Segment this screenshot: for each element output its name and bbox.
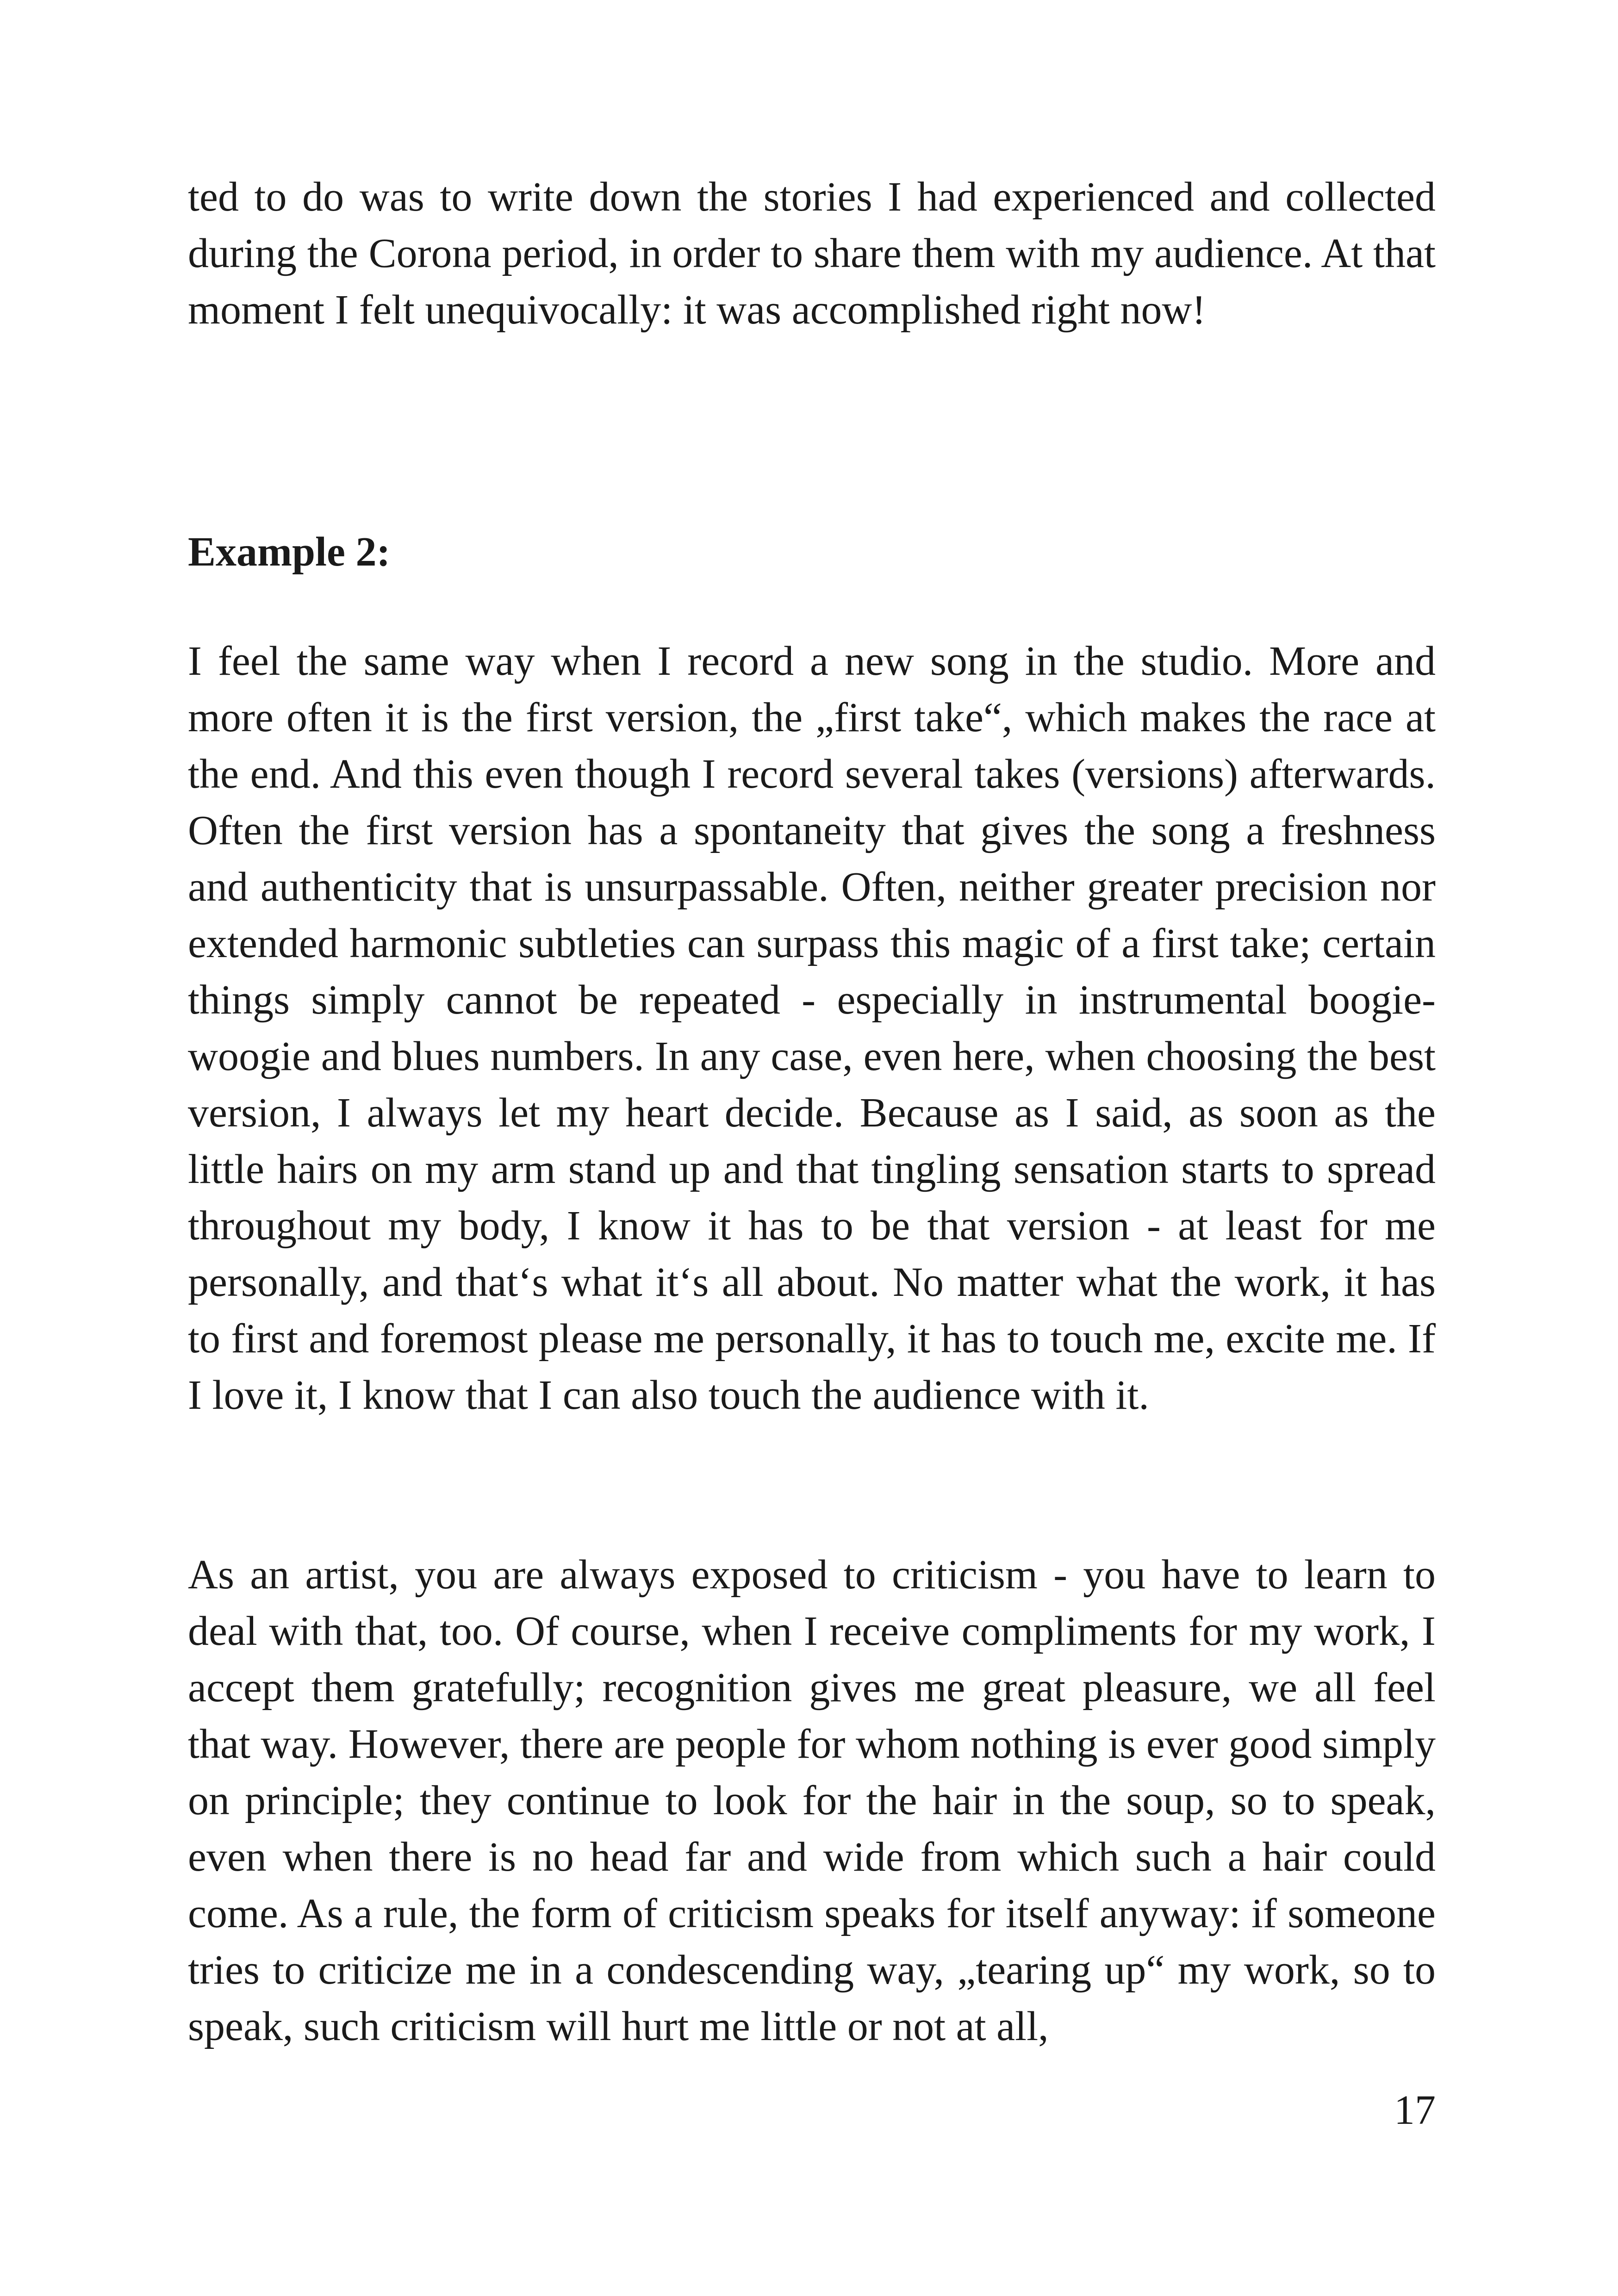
paragraph-block-example [188, 633, 1436, 1424]
page-body [188, 169, 1436, 2049]
paragraph-continuation: ted to do was to write down the stories I had experienced and collected during the Corona period, in order to share them with my audience. At that moment I felt unequivocally: it was accomplished right now! [188, 174, 1436, 333]
page-number: 17 [1394, 2087, 1436, 2133]
section-heading: Example 2: [188, 529, 391, 575]
paragraph-criticism: As an artist, you are always exposed to criticism - you have to learn to deal with that, too. Of course, when I receive compliments for my work, I accept them gratefully; recognition gives me great pleasure, we all feel that way. However, there are people for whom nothing is ever good simply on principle; they continue to look for the hair in the soup, so to speak, even when there is no head far and wide from which such a hair could come. As a rule, the form of criticism speaks for itself anyway: if someone tries to criticize me in a condescending way, „tearing up“ my work, so to speak, such criticism will hurt me little or not at all, [188, 1552, 1436, 2049]
paragraph-block-criticism [188, 1547, 1436, 2055]
paragraph-studio-recording: I feel the same way when I record a new song in the studio. More and more often it is the first version, the „first take“, which makes the race at the end. And this even though I record several takes (versions) afterwards. Often the first version has a spontaneity that gives the song a freshness and authenticity that is unsurpassable. Often, neither greater precision nor extended harmonic subtleties can surpass this magic of a first take; certain things simply cannot be repeated - especially in instrumental boogie-woogie and blues numbers. In any case, even here, when choosing the best version, I always let my heart decide. Because as I said, as soon as the little hairs on my arm stand up and that tingling sensation starts to spread throughout my body, I know it has to be that version - at least for me personally, and that‘s what it‘s all about. No matter what the work, it has to first and foremost please me personally, it has to touch me, excite me. If I love it, I know that I can also touch the audience with it. [188, 638, 1436, 1418]
